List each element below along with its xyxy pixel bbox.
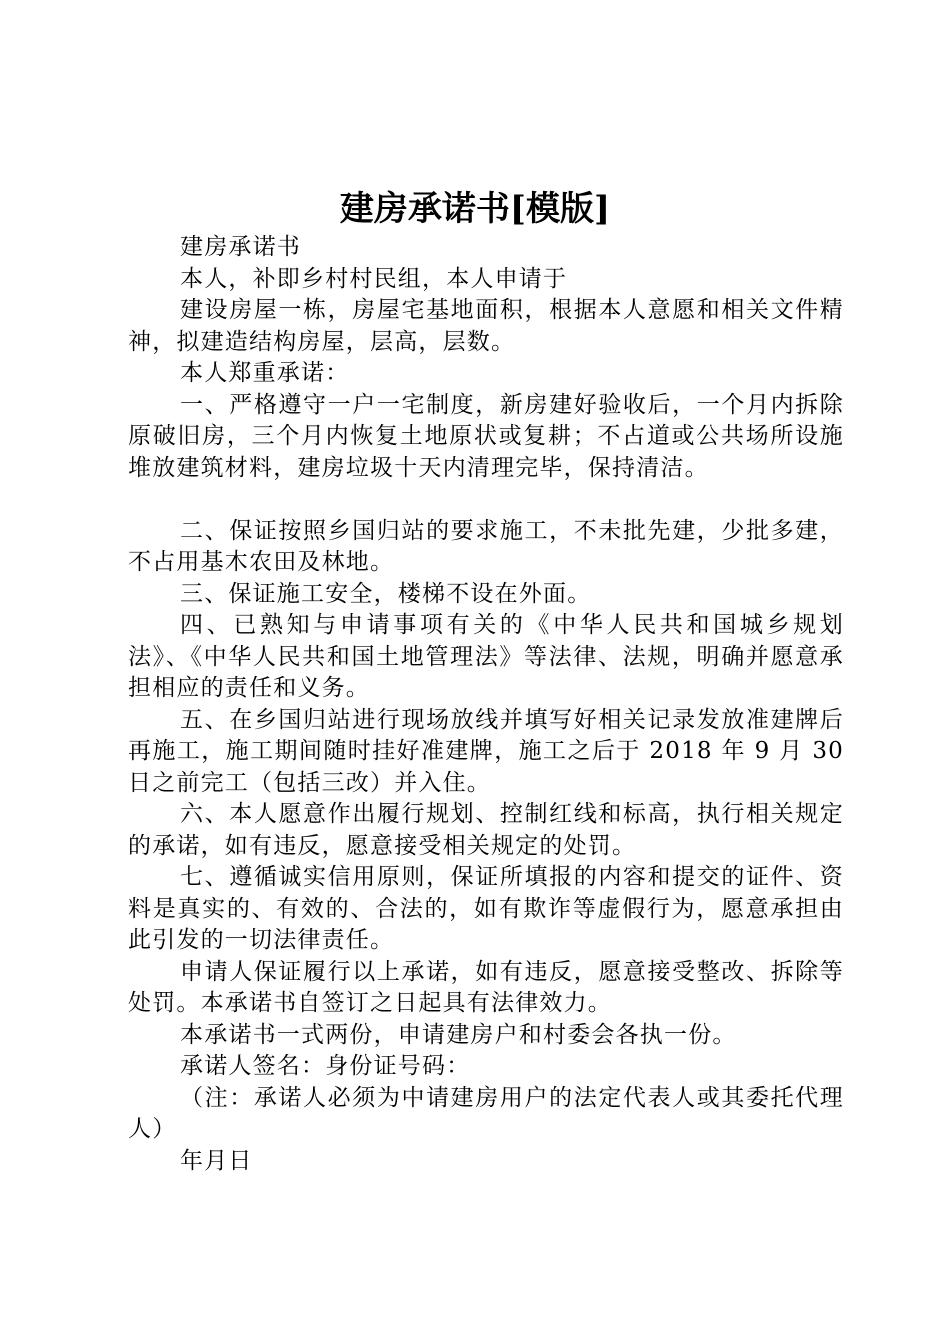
paragraph-note: （注：承诺人必须为中请建房用户的法定代表人或其委托代理人） [128,1084,844,1142]
paragraph-applicant: 本人，补即乡村村民组，本人申请于 [180,265,568,292]
paragraph-item-6: 六、本人愿意作出履行规划、控制红线和标高，执行相关规定的承诺，如有违反，愿意接受相关规定的处罚。 [128,801,844,859]
paragraph-date: 年月日 [180,1147,253,1174]
document-title: 建房承诺书[模版] [339,189,611,229]
paragraph-item-2: 二、保证按照乡国归站的要求施工，不未批先建，少批多建，不占用基木农田及林地。 [128,517,844,575]
paragraph-building-info: 建设房屋一栋，房屋宅基地面积，根据本人意愿和相关文件精神，拟建造结构房屋，层高，层数。 [128,297,844,355]
paragraph-guarantee: 申请人保证履行以上承诺，如有违反，愿意接受整改、拆除等处罚。本承诺书自签订之日起具有法律效力。 [128,958,844,1016]
paragraph-item-3: 三、保证施工安全，楼梯不设在外面。 [180,580,592,607]
document-body [128,232,844,1177]
paragraph-item-7: 七、遵循诚实信用原则，保证所填报的内容和提交的证件、资料是真实的、有效的、合法的，如有欺诈等虚假行为，愿意承担由此引发的一切法律责任。 [128,864,844,953]
paragraph-pledge-intro: 本人郑重承诺： [180,360,350,386]
paragraph-signature: 承诺人签名：身份证号码： [180,1053,471,1079]
paragraph-item-5: 五、在乡国归站进行现场放线并填写好相关记录发放准建牌后再施工，施工期间随时挂好准建牌，施工之后于 2018 年 9 月 30 日之前完工（包括三改）并入住。 [128,706,844,796]
paragraph-heading: 建房承诺书 [180,234,301,260]
paragraph-item-1: 一、严格遵守一户一宅制度，新房建好验收后，一个月内拆除原破旧房，三个月内恢复土地原状或复耕；不占道或公共场所设施堆放建筑材料，建房垃圾十天内清理完毕，保持清洁。 [128,391,844,481]
paragraph-copies: 本承诺书一式两份，申请建房户和村委会各执一份。 [180,1021,737,1048]
paragraph-item-4: 四、已熟知与申请事项有关的《中华人民共和国城乡规划法》、《中华人民共和国土地管理法》等法律、法规，明确并愿意承担相应的责任和义务。 [128,612,844,701]
paragraph-spacer [128,484,844,516]
